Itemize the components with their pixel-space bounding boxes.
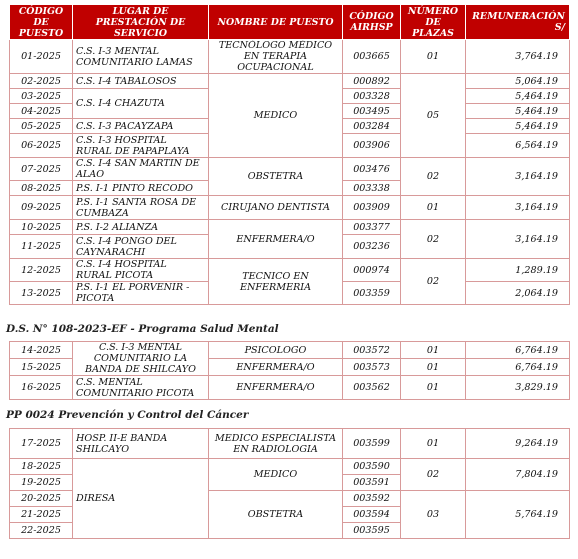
table-row [10, 376, 570, 400]
airhsp-cell: 003562 [343, 376, 401, 400]
table-row [10, 196, 570, 220]
remuneracion-cell: 2,064.19 [466, 282, 570, 305]
airhsp-cell: 003338 [343, 181, 401, 196]
codigo-cell: 09-2025 [10, 196, 73, 220]
remuneracion-cell: 1,289.19 [466, 259, 570, 282]
lugar-cell: P.S. I-1 SANTA ROSA DE CUMBAZA [73, 196, 209, 220]
puesto-cell-medico-group: MEDICO [209, 74, 343, 158]
codigo-cell: 06-2025 [10, 134, 73, 158]
lugar-cell-chazuta: C.S. I-4 CHAZUTA [73, 89, 209, 119]
lugar-cell: C.S. I-3 HOSPITAL RURAL DE PAPAPLAYA [73, 134, 209, 158]
remuneracion-cell: 5,064.19 [466, 74, 570, 89]
remuneracion-cell: 5,464.19 [466, 104, 570, 119]
plazas-cell-obstetra-group: 03 [401, 491, 466, 539]
table-row [10, 259, 570, 282]
airhsp-cell: 003284 [343, 119, 401, 134]
lugar-cell: C.S. I-4 PONGO DEL CAYNARACHI [73, 235, 209, 259]
lugar-cell: C.S. I-4 TABALOSOS [73, 74, 209, 89]
puesto-cell-medico-group: MEDICO [209, 459, 343, 491]
puesto-cell: PSICOLOGO [209, 342, 343, 359]
header-lugar: LUGAR DE PRESTACIÓN DE SERVICIO [73, 5, 209, 40]
codigo-cell: 16-2025 [10, 376, 73, 400]
remuneracion-cell: 5,464.19 [466, 89, 570, 104]
lugar-cell-banda-shilcayo: C.S. I-3 MENTAL COMUNITARIO LA BANDA DE SHILCAYO [73, 342, 209, 376]
table-row [10, 158, 570, 181]
lugar-cell-diresa: DIRESA [73, 459, 209, 539]
table-row [10, 40, 570, 74]
plazas-cell-medico-group: 02 [401, 459, 466, 491]
codigo-cell: 20-2025 [10, 491, 73, 507]
airhsp-cell: 003377 [343, 220, 401, 235]
plazas-cell-enfermera-group: 02 [401, 220, 466, 259]
airhsp-cell: 000892 [343, 74, 401, 89]
remuneracion-cell: 6,564.19 [466, 134, 570, 158]
remuneracion-cell-medico-group: 7,804.19 [466, 459, 570, 491]
remuneracion-cell: 6,764.19 [466, 342, 570, 359]
puesto-cell-obstetra-group: OBSTETRA [209, 158, 343, 196]
codigo-cell: 08-2025 [10, 181, 73, 196]
plazas-cell: 01 [401, 196, 466, 220]
airhsp-cell: 003909 [343, 196, 401, 220]
codigo-cell: 15-2025 [10, 359, 73, 376]
codigo-cell: 03-2025 [10, 89, 73, 104]
table-row [10, 74, 570, 89]
puesto-cell-enfermera-group: ENFERMERA/O [209, 220, 343, 259]
codigo-cell: 13-2025 [10, 282, 73, 305]
airhsp-cell: 003599 [343, 429, 401, 459]
lugar-cell: P.S. I-1 PINTO RECODO [73, 181, 209, 196]
plazas-cell-obstetra-group: 02 [401, 158, 466, 196]
codigo-cell: 19-2025 [10, 475, 73, 491]
salud-mental-table [9, 341, 570, 400]
lugar-cell: C.S. I-4 SAN MARTIN DE ALAO [73, 158, 209, 181]
plazas-cell: 01 [401, 342, 466, 359]
section-title-salud-mental: D.S. N° 108-2023-EF - Programa Salud Mental [6, 323, 279, 335]
airhsp-cell: 003495 [343, 104, 401, 119]
lugar-cell: HOSP. II-E BANDA SHILCAYO [73, 429, 209, 459]
codigo-cell: 10-2025 [10, 220, 73, 235]
airhsp-cell: 003572 [343, 342, 401, 359]
airhsp-cell: 003591 [343, 475, 401, 491]
puesto-cell-obstetra-group: OBSTETRA [209, 491, 343, 539]
lugar-cell: C.S. I-4 HOSPITAL RURAL PICOTA [73, 259, 209, 282]
codigo-cell: 05-2025 [10, 119, 73, 134]
airhsp-cell: 003359 [343, 282, 401, 305]
plazas-cell: 01 [401, 376, 466, 400]
remuneracion-cell: 3,829.19 [466, 376, 570, 400]
plazas-cell: 01 [401, 359, 466, 376]
plazas-cell-medico-group: 05 [401, 74, 466, 158]
table-row [10, 342, 570, 359]
lugar-cell: C.S. I-3 MENTAL COMUNITARIO LAMAS [73, 40, 209, 74]
puesto-cell: MEDICO ESPECIALISTA EN RADIOLOGIA [209, 429, 343, 459]
header-remuneracion: REMUNERACIÓN S/ [466, 5, 570, 40]
puesto-cell: ENFERMERA/O [209, 359, 343, 376]
puesto-cell-tecnico-group: TECNICO EN ENFERMERIA [209, 259, 343, 305]
codigo-cell: 18-2025 [10, 459, 73, 475]
codigo-cell: 12-2025 [10, 259, 73, 282]
codigo-cell: 21-2025 [10, 507, 73, 523]
plazas-cell: 01 [401, 40, 466, 74]
remuneracion-cell: 3,764.19 [466, 40, 570, 74]
remuneracion-cell: 3,164.19 [466, 196, 570, 220]
codigo-cell: 14-2025 [10, 342, 73, 359]
puesto-cell: TECNÓLOGO MÉDICO EN TERAPIA OCUPACIONAL [209, 40, 343, 74]
airhsp-cell: 000974 [343, 259, 401, 282]
codigo-cell: 17-2025 [10, 429, 73, 459]
codigo-cell: 22-2025 [10, 523, 73, 539]
lugar-cell: C.S. MENTAL COMUNITARIO PICOTA [73, 376, 209, 400]
table-header-row [10, 5, 570, 40]
remuneracion-cell: 9,264.19 [466, 429, 570, 459]
codigo-cell: 01-2025 [10, 40, 73, 74]
plazas-cell: 01 [401, 429, 466, 459]
airhsp-cell: 003906 [343, 134, 401, 158]
airhsp-cell: 003590 [343, 459, 401, 475]
airhsp-cell: 003595 [343, 523, 401, 539]
airhsp-cell: 003592 [343, 491, 401, 507]
codigo-cell: 04-2025 [10, 104, 73, 119]
header-codigo-puesto: CÓDIGO DE PUESTO [10, 5, 73, 40]
airhsp-cell: 003476 [343, 158, 401, 181]
remuneracion-cell-obstetra-group: 3,164.19 [466, 158, 570, 196]
airhsp-cell: 003236 [343, 235, 401, 259]
airhsp-cell: 003594 [343, 507, 401, 523]
airhsp-cell: 003328 [343, 89, 401, 104]
header-codigo-airhsp: CÓDIGO AIRHSP [343, 5, 401, 40]
remuneracion-cell: 6,764.19 [466, 359, 570, 376]
table-row [10, 220, 570, 235]
table-row [10, 459, 570, 475]
table-row [10, 429, 570, 459]
lugar-cell: C.S. I-3 PACAYZAPA [73, 119, 209, 134]
airhsp-cell: 003665 [343, 40, 401, 74]
header-nombre-puesto: NOMBRE DE PUESTO [209, 5, 343, 40]
main-positions-table [9, 4, 570, 305]
section-title-cancer: PP 0024 Prevención y Control del Cáncer [6, 409, 249, 421]
remuneracion-cell-enfermera-group: 3,164.19 [466, 220, 570, 259]
puesto-cell: ENFERMERA/O [209, 376, 343, 400]
remuneracion-cell-obstetra-group: 5,764.19 [466, 491, 570, 539]
remuneracion-cell: 5,464.19 [466, 119, 570, 134]
plazas-cell-tecnico-group: 02 [401, 259, 466, 305]
codigo-cell: 02-2025 [10, 74, 73, 89]
codigo-cell: 07-2025 [10, 158, 73, 181]
codigo-cell: 11-2025 [10, 235, 73, 259]
cancer-table [9, 428, 570, 539]
header-numero-plazas: NÚMERO DE PLAZAS [401, 5, 466, 40]
airhsp-cell: 003573 [343, 359, 401, 376]
lugar-cell: P.S. I-1 EL PORVENIR - PICOTA [73, 282, 209, 305]
lugar-cell: P.S. I-2 ALIANZA [73, 220, 209, 235]
puesto-cell: CIRUJANO DENTISTA [209, 196, 343, 220]
